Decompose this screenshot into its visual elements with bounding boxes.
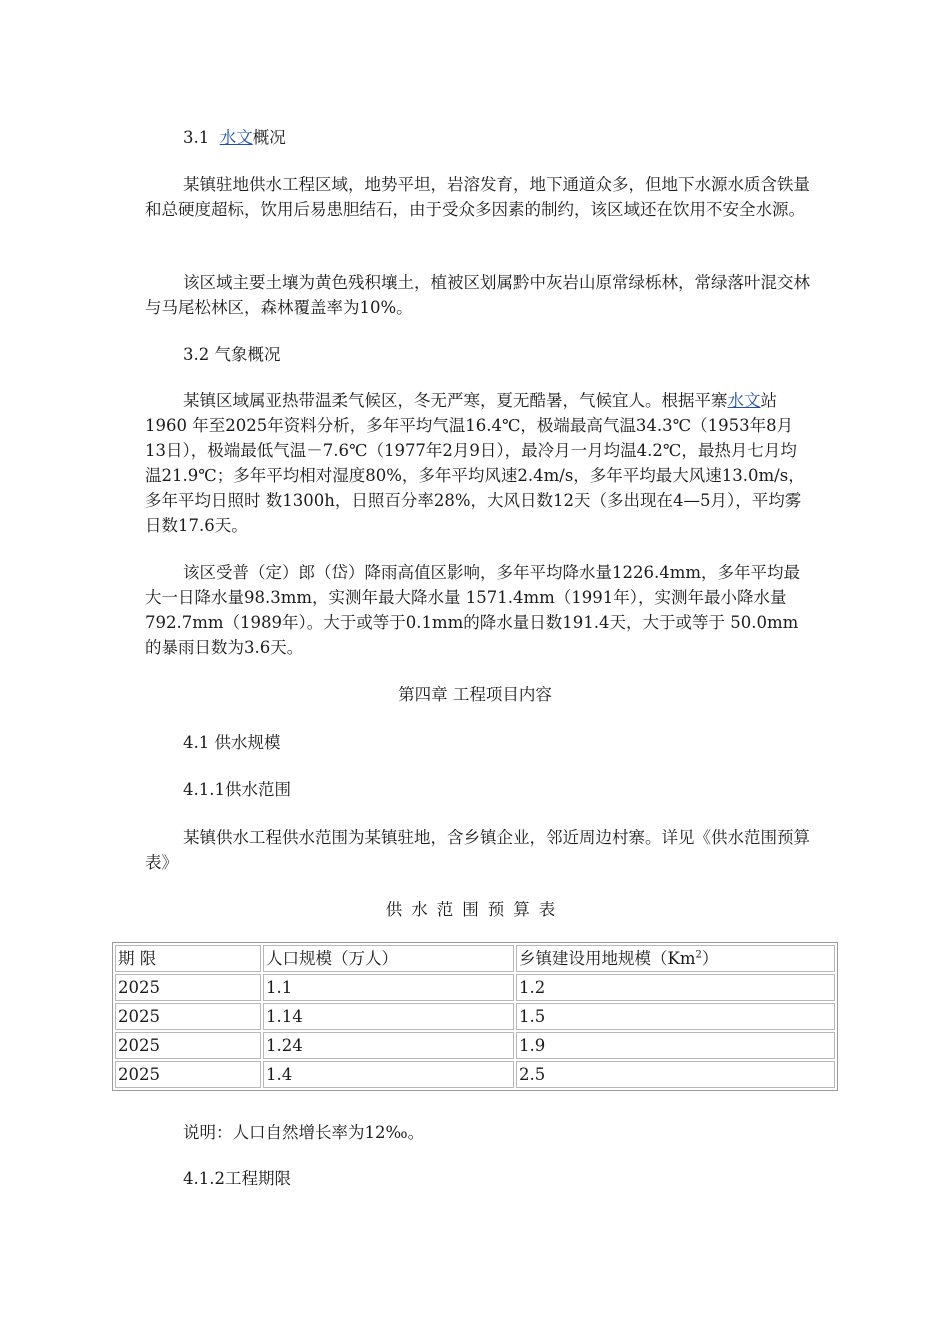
hydrology-link[interactable]: 水文 bbox=[219, 128, 253, 147]
cell-period: 2025 bbox=[115, 1032, 261, 1059]
climate-text-b: 站1960 年至2025年资料分析，多年平均气温16.4℃，极端最高气温34.3℃（1953年8月13日），极端最低气温－7.6℃（1977年2月9日），最冷月一月均温4.2℃，最热月七月均温21.9℃；多年平均相对湿度80%，多年平均风速2.4m/s，多年平均最大风速13.0m/s，多年平均日照时 数1300h，日照百分率28%，大风日数12天（多出现在4—5月），平均雾日数17.6天。 bbox=[145, 391, 805, 535]
cell-population: 1.4 bbox=[263, 1061, 514, 1088]
section-heading-4-1-2: 4.1.2工程期限 bbox=[183, 1169, 291, 1188]
cell-land-scale: 1.2 bbox=[516, 974, 835, 1001]
cell-period: 2025 bbox=[115, 1003, 261, 1030]
header-land-superscript: 2 bbox=[695, 949, 702, 961]
header-land-text: 乡镇建设用地规模（Km bbox=[519, 949, 696, 968]
cell-land-scale: 1.5 bbox=[516, 1003, 835, 1030]
cell-population: 1.24 bbox=[263, 1032, 514, 1059]
section-title-rest: 概况 bbox=[252, 128, 286, 147]
section-heading-3-2: 3.2 气象概况 bbox=[183, 345, 281, 364]
table-row bbox=[115, 1003, 835, 1030]
paragraph-climate bbox=[145, 388, 810, 538]
table-caption: 供水范围预算表 bbox=[385, 900, 565, 919]
cell-period: 2025 bbox=[115, 974, 261, 1001]
header-cell-period: 期 限 bbox=[115, 945, 261, 972]
cell-population: 1.14 bbox=[263, 1003, 514, 1030]
climate-text-a: 某镇区域属亚热带温柔气候区，冬无严寒，夏无酷暑，气候宜人。根据平寨 bbox=[183, 391, 728, 410]
paragraph-supply-scope: 某镇供水工程供水范围为某镇驻地，含乡镇企业，邻近周边村寨。详见《供水范围预算表》 bbox=[145, 828, 810, 872]
section-number: 3.1 bbox=[183, 128, 210, 147]
paragraph-rainfall: 该区受普（定）郎（岱）降雨高值区影响，多年平均降水量1226.4mm，多年平均最大一日降水量98.3mm，实测年最大降水量 1571.4mm（1991年），实测年最小降水量792.7mm（1989年）。大于或等于0.1mm的降水量日数191.4天，大于或等于 50.0mm的暴雨日数为3.6天。 bbox=[145, 563, 801, 657]
supply-scope-budget-table bbox=[112, 942, 838, 1091]
table-row bbox=[115, 974, 835, 1001]
paragraph-soil-vegetation: 该区域主要土壤为黄色残积壤土，植被区划属黔中灰岩山原常绿栎林，常绿落叶混交林与马尾松林区，森林覆盖率为10%。 bbox=[145, 273, 810, 317]
section-heading-3-1 bbox=[183, 125, 848, 150]
table-row bbox=[115, 1061, 835, 1088]
table-row bbox=[115, 1032, 835, 1059]
section-heading-4-1: 4.1 供水规模 bbox=[183, 733, 281, 752]
header-cell-population: 人口规模（万人） bbox=[263, 945, 514, 972]
header-cell-land-scale bbox=[516, 945, 835, 972]
cell-land-scale: 2.5 bbox=[516, 1061, 835, 1088]
paragraph-water-quality: 某镇驻地供水工程区域，地势平坦，岩溶发育，地下通道众多，但地下水源水质含铁量和总硬度超标，饮用后易患胆结石，由于受众多因素的制约，该区域还在饮用不安全水源。 bbox=[145, 175, 810, 219]
cell-period: 2025 bbox=[115, 1061, 261, 1088]
cell-population: 1.1 bbox=[263, 974, 514, 1001]
cell-land-scale: 1.9 bbox=[516, 1032, 835, 1059]
hydrology-station-link[interactable]: 水文 bbox=[727, 391, 761, 410]
table-header-row bbox=[115, 945, 835, 972]
table-note: 说明：人口自然增长率为12‰。 bbox=[183, 1123, 425, 1142]
header-land-close: ） bbox=[701, 949, 719, 968]
chapter-title: 第四章 工程项目内容 bbox=[398, 685, 552, 704]
section-heading-4-1-1: 4.1.1供水范围 bbox=[183, 780, 291, 799]
